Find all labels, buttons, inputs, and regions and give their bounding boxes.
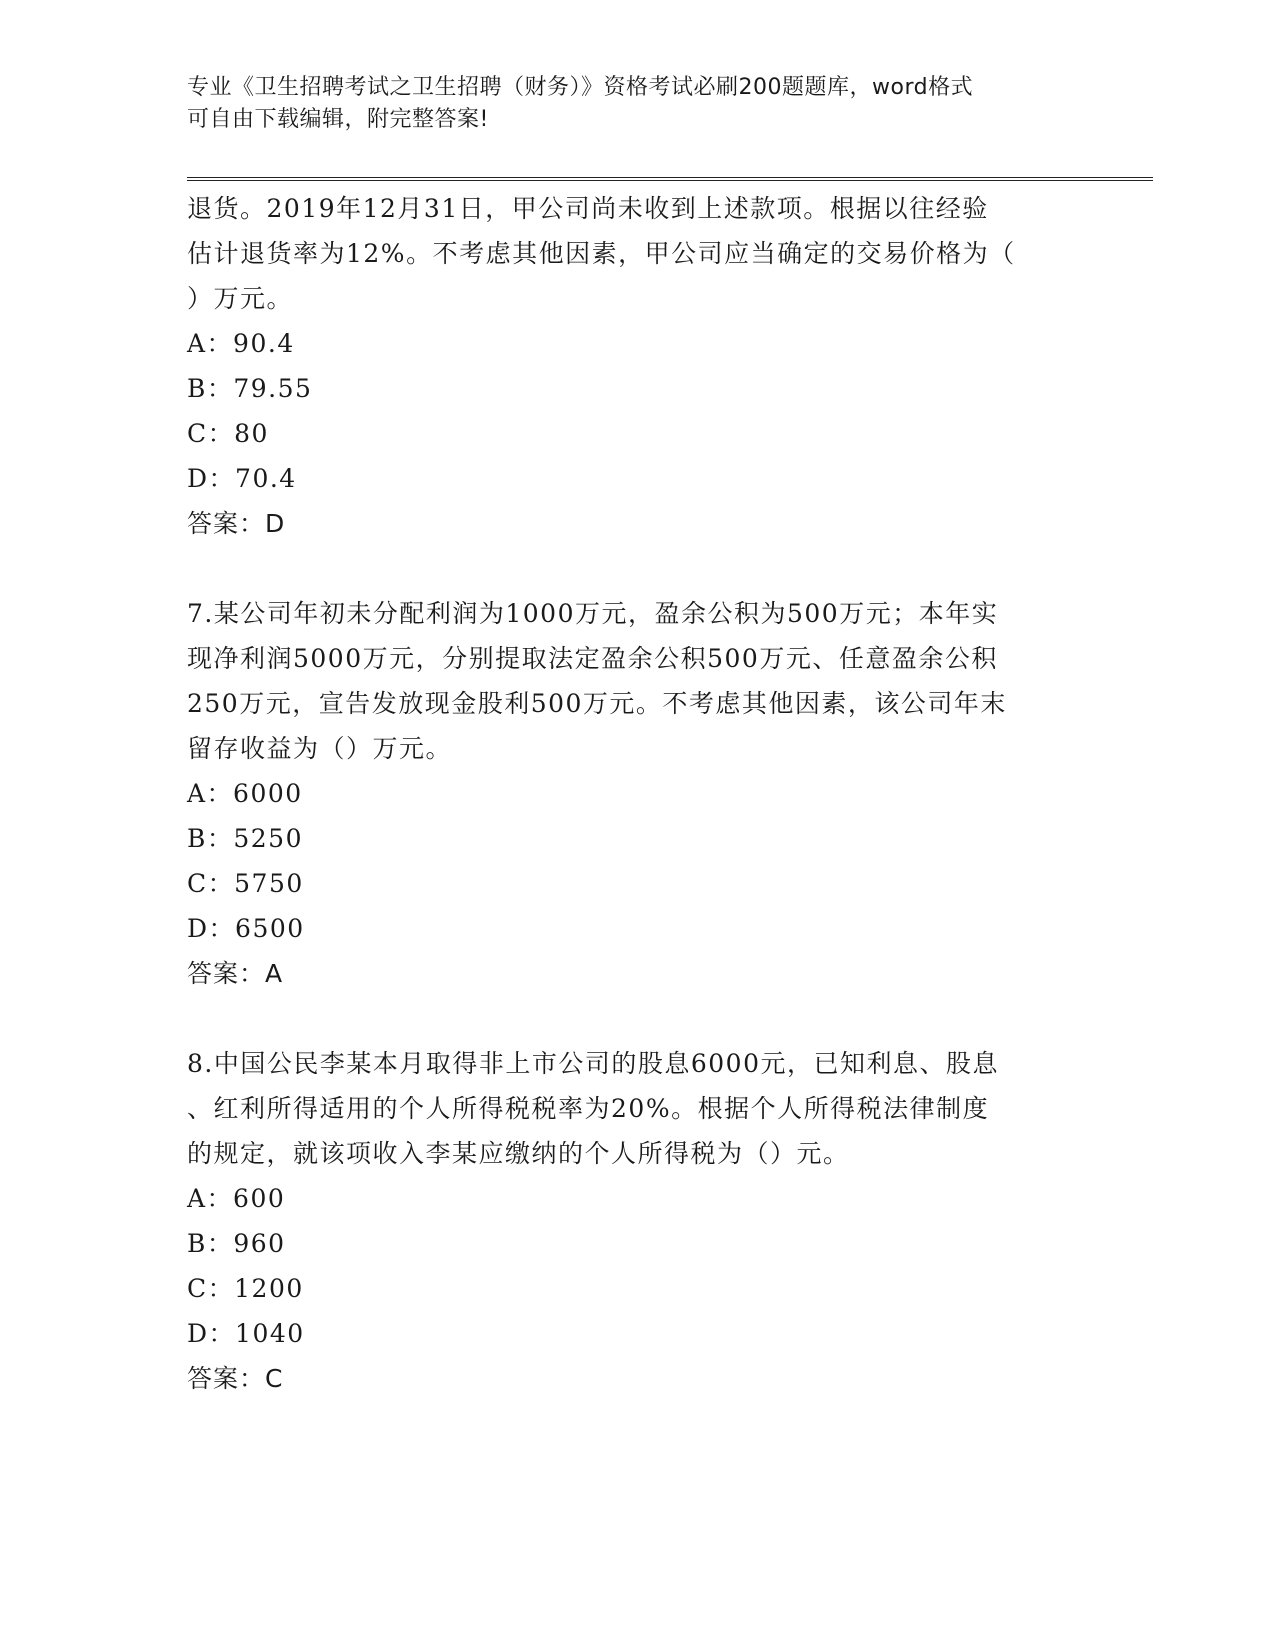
- answer-line: 答案：D: [187, 509, 286, 538]
- option-c: C：5750: [187, 869, 304, 898]
- option-d: D：1040: [187, 1319, 305, 1348]
- question-text-line: 现净利润5000万元，分别提取法定盈余公积500万元、任意盈余公积: [187, 644, 998, 673]
- document-header: [187, 72, 1067, 136]
- option-b: B：960: [187, 1229, 286, 1258]
- question-block: [187, 186, 1087, 546]
- spacer: [187, 996, 1087, 1041]
- spacer: [187, 546, 1087, 591]
- question-text-line: 的规定，就该项收入李某应缴纳的个人所得税为（）元。: [187, 1139, 850, 1168]
- question-text-line: 估计退货率为12%。不考虑其他因素，甲公司应当确定的交易价格为（: [187, 239, 1016, 268]
- option-d: D：6500: [187, 914, 305, 943]
- question-text-line: 、红利所得适用的个人所得税税率为20%。根据个人所得税法律制度: [187, 1094, 990, 1123]
- question-text-line: 7.某公司年初未分配利润为1000万元，盈余公积为500万元；本年实: [187, 599, 999, 628]
- header-divider: [187, 177, 1153, 181]
- option-c: C：80: [187, 419, 269, 448]
- option-b: B：79.55: [187, 374, 313, 403]
- document-body: [187, 186, 1087, 1401]
- answer-line: 答案：C: [187, 1364, 284, 1393]
- option-d: D：70.4: [187, 464, 297, 493]
- option-a: A：6000: [187, 779, 303, 808]
- option-a: A：600: [187, 1184, 286, 1213]
- question-text-line: ）万元。: [187, 284, 294, 313]
- question-text-line: 留存收益为（）万元。: [187, 734, 453, 763]
- question-text-line: 8.中国公民李某本月取得非上市公司的股息6000元，已知利息、股息: [187, 1049, 999, 1078]
- option-a: A：90.4: [187, 329, 295, 358]
- option-b: B：5250: [187, 824, 303, 853]
- question-block: [187, 1041, 1087, 1401]
- question-text-line: 退货。2019年12月31日，甲公司尚未收到上述款项。根据以往经验: [187, 194, 989, 223]
- answer-line: 答案：A: [187, 959, 284, 988]
- question-text-line: 250万元，宣告发放现金股利500万元。不考虑其他因素，该公司年末: [187, 689, 1007, 718]
- question-block: [187, 591, 1087, 996]
- header-title-line-1: 专业《卫生招聘考试之卫生招聘（财务）》资格考试必刷200题题库，word格式: [187, 75, 974, 100]
- option-c: C：1200: [187, 1274, 304, 1303]
- header-title-line-2: 可自由下载编辑，附完整答案!: [187, 107, 489, 132]
